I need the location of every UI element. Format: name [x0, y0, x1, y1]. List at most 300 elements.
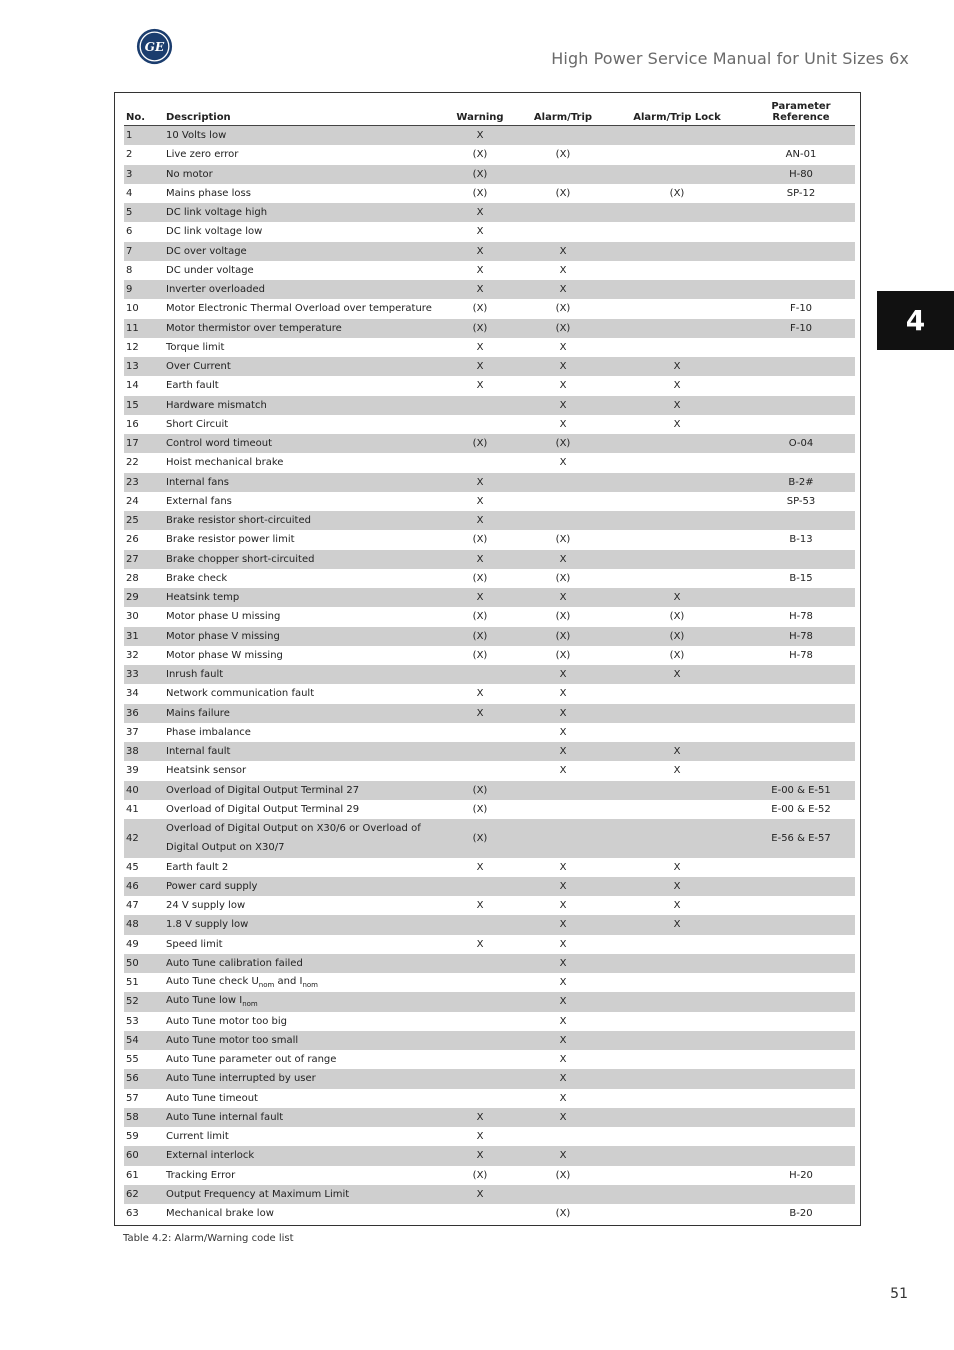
cell-warning	[441, 973, 519, 992]
cell-alarm-trip-lock: (X)	[669, 187, 685, 199]
cell-parameter-reference	[747, 935, 855, 954]
cell-no: 8	[126, 264, 133, 276]
cell-alarm-trip-lock	[607, 550, 747, 569]
cell-alarm-trip-lock	[607, 704, 747, 723]
cell-no: 38	[124, 742, 166, 761]
ge-logo	[136, 28, 173, 65]
cell-parameter-reference: E-00 & E-51	[747, 781, 855, 800]
cell-alarm-trip-lock	[607, 569, 747, 588]
cell-alarm-trip-lock	[607, 1108, 747, 1127]
cell-parameter-reference	[747, 453, 855, 472]
cell-description: Motor thermistor over temperature	[166, 319, 441, 338]
cell-no: 31	[124, 627, 166, 646]
cell-no: 3	[124, 165, 166, 184]
cell-alarm-trip-lock	[607, 781, 747, 800]
cell-alarm-trip: X	[559, 1015, 567, 1027]
cell-alarm-trip: X	[559, 765, 567, 777]
cell-warning: X	[476, 938, 484, 950]
cell-description: Control word timeout	[166, 434, 441, 453]
cell-alarm-trip: (X)	[555, 303, 571, 315]
cell-alarm-trip	[519, 126, 607, 146]
cell-warning	[441, 1031, 519, 1050]
cell-warning	[441, 1089, 519, 1108]
cell-warning: X	[476, 1131, 484, 1143]
cell-parameter-reference	[747, 280, 855, 299]
cell-no: 28	[126, 572, 139, 584]
table-row	[124, 242, 855, 261]
cell-no: 26	[126, 534, 139, 546]
cell-alarm-trip: (X)	[555, 611, 571, 623]
cell-alarm-trip: (X)	[555, 1208, 571, 1220]
cell-description: Hoist mechanical brake	[166, 457, 284, 469]
table-row	[124, 627, 855, 646]
cell-alarm-trip	[519, 781, 607, 800]
cell-warning: (X)	[472, 149, 488, 161]
table-row	[124, 530, 855, 549]
cell-alarm-trip: X	[559, 264, 567, 276]
cell-alarm-trip-lock	[607, 299, 747, 318]
cell-warning	[441, 1069, 519, 1088]
cell-description: Over Current	[166, 357, 441, 376]
cell-description: Phase imbalance	[166, 726, 251, 738]
cell-description: DC over voltage	[166, 242, 441, 261]
cell-parameter-reference	[747, 723, 855, 742]
table-row	[124, 684, 855, 703]
cell-warning	[441, 954, 519, 973]
cell-warning	[441, 415, 519, 434]
cell-description: Auto Tune motor too big	[166, 1015, 287, 1027]
cell-alarm-trip-lock	[607, 1146, 747, 1165]
cell-description: Auto Tune check $U_{nom}$ and $I_{nom}$	[166, 976, 318, 990]
cell-no: 4	[126, 187, 133, 199]
table-row	[124, 954, 855, 973]
cell-parameter-reference	[747, 1089, 855, 1108]
cell-alarm-trip	[519, 203, 607, 222]
cell-no: 11	[124, 319, 166, 338]
cell-alarm-trip-lock: X	[673, 861, 681, 873]
column-header-parameter-reference: Parameter Reference	[747, 101, 855, 126]
cell-warning: X	[441, 550, 519, 569]
cell-parameter-reference	[747, 742, 855, 761]
cell-parameter-reference	[747, 588, 855, 607]
cell-no: 2	[126, 149, 133, 161]
cell-description: DC under voltage	[166, 264, 254, 276]
cell-warning: (X)	[441, 627, 519, 646]
cell-description: Output Frequency at Maximum Limit	[166, 1185, 441, 1204]
cell-no: 25	[124, 511, 166, 530]
cell-no: 13	[124, 357, 166, 376]
cell-alarm-trip-lock	[607, 1089, 747, 1108]
cell-no: 1	[124, 126, 166, 146]
cell-alarm-trip-lock	[607, 434, 747, 453]
table-row	[124, 415, 855, 434]
cell-description: 10 Volts low	[166, 126, 441, 146]
cell-warning	[441, 992, 519, 1011]
table-row	[124, 261, 855, 280]
cell-description: Motor phase V missing	[166, 627, 441, 646]
cell-alarm-trip	[519, 800, 607, 819]
cell-alarm-trip-lock	[607, 1204, 747, 1223]
cell-parameter-reference: SP-53	[786, 495, 816, 507]
cell-alarm-trip	[519, 222, 607, 241]
cell-no: 60	[124, 1146, 166, 1165]
cell-alarm-trip-lock	[607, 203, 747, 222]
cell-alarm-trip-lock	[607, 1127, 747, 1146]
cell-no: 56	[124, 1069, 166, 1088]
cell-no: 14	[126, 380, 139, 392]
cell-description: Mechanical brake low	[166, 1208, 274, 1220]
cell-description: Internal fault	[166, 742, 441, 761]
alarm-warning-table	[124, 101, 855, 1223]
cell-warning: X	[441, 473, 519, 492]
cell-alarm-trip-lock	[607, 684, 747, 703]
cell-parameter-reference	[747, 684, 855, 703]
cell-warning: X	[441, 1108, 519, 1127]
cell-alarm-trip-lock	[607, 511, 747, 530]
cell-description: Short Circuit	[166, 418, 229, 430]
cell-warning: (X)	[472, 803, 488, 815]
cell-warning: X	[441, 357, 519, 376]
cell-parameter-reference: AN-01	[785, 149, 817, 161]
table-row	[124, 588, 855, 607]
cell-no: 24	[126, 495, 139, 507]
table-row	[124, 896, 855, 915]
cell-alarm-trip: X	[559, 418, 567, 430]
cell-description: Mains failure	[166, 704, 441, 723]
cell-alarm-trip	[519, 1127, 607, 1146]
cell-no: 58	[124, 1108, 166, 1127]
cell-alarm-trip-lock: X	[673, 765, 681, 777]
cell-description: Auto Tune low $I_{nom}$	[166, 992, 441, 1011]
cell-alarm-trip-lock	[607, 1050, 747, 1069]
table-row	[124, 357, 855, 376]
cell-alarm-trip-lock	[607, 935, 747, 954]
cell-alarm-trip: X	[519, 665, 607, 684]
cell-alarm-trip: (X)	[555, 187, 571, 199]
cell-alarm-trip: X	[519, 954, 607, 973]
table-row	[124, 877, 855, 896]
table-row	[124, 1108, 855, 1127]
cell-alarm-trip-lock: (X)	[607, 627, 747, 646]
cell-description: Overload of Digital Output on X30/6 or Overload of Digital Output on X30/7	[166, 819, 441, 858]
cell-alarm-trip: (X)	[555, 649, 571, 661]
table-row	[124, 973, 855, 992]
cell-parameter-reference	[747, 665, 855, 684]
cell-alarm-trip-lock	[607, 530, 747, 549]
cell-warning: (X)	[472, 534, 488, 546]
cell-alarm-trip: (X)	[555, 149, 571, 161]
cell-parameter-reference	[747, 704, 855, 723]
cell-parameter-reference	[747, 222, 855, 241]
cell-warning: X	[441, 1146, 519, 1165]
cell-description: Brake resistor short-circuited	[166, 511, 441, 530]
cell-warning	[441, 665, 519, 684]
cell-alarm-trip: (X)	[519, 627, 607, 646]
cell-alarm-trip: X	[519, 742, 607, 761]
cell-no: 49	[126, 938, 139, 950]
cell-warning: (X)	[472, 187, 488, 199]
cell-alarm-trip: X	[559, 900, 567, 912]
cell-alarm-trip	[519, 473, 607, 492]
cell-parameter-reference	[747, 992, 855, 1011]
cell-parameter-reference: B-2#	[747, 473, 855, 492]
cell-no: 45	[126, 861, 139, 873]
cell-alarm-trip-lock: (X)	[669, 649, 685, 661]
cell-parameter-reference: O-04	[747, 434, 855, 453]
table-row	[124, 550, 855, 569]
cell-alarm-trip-lock: X	[607, 588, 747, 607]
cell-alarm-trip-lock	[607, 492, 747, 511]
cell-alarm-trip: X	[519, 915, 607, 934]
cell-warning	[441, 723, 519, 742]
cell-alarm-trip-lock: X	[607, 742, 747, 761]
cell-parameter-reference: H-80	[747, 165, 855, 184]
table-row	[124, 1166, 855, 1185]
cell-parameter-reference	[747, 1146, 855, 1165]
cell-no: 30	[126, 611, 139, 623]
column-header-description: Description	[166, 101, 441, 126]
table-row	[124, 126, 855, 146]
cell-alarm-trip	[519, 819, 607, 858]
table-row	[124, 935, 855, 954]
cell-parameter-reference: F-10	[747, 319, 855, 338]
cell-description: Earth fault	[166, 380, 219, 392]
cell-warning: X	[441, 1185, 519, 1204]
cell-description: Brake resistor power limit	[166, 534, 295, 546]
cell-warning: X	[476, 226, 484, 238]
cell-no: 22	[126, 457, 139, 469]
cell-alarm-trip-lock	[607, 319, 747, 338]
cell-alarm-trip: X	[519, 1031, 607, 1050]
cell-parameter-reference: H-20	[789, 1169, 813, 1181]
cell-alarm-trip: X	[519, 588, 607, 607]
cell-no: 32	[126, 649, 139, 661]
cell-parameter-reference	[747, 954, 855, 973]
cell-description: Auto Tune timeout	[166, 1092, 258, 1104]
table-row	[124, 453, 855, 472]
table-row	[124, 473, 855, 492]
cell-description: Hardware mismatch	[166, 396, 441, 415]
cell-alarm-trip	[519, 492, 607, 511]
cell-alarm-trip-lock	[607, 1069, 747, 1088]
cell-no: 50	[124, 954, 166, 973]
cell-description: Mains phase loss	[166, 187, 251, 199]
cell-parameter-reference: B-15	[789, 572, 813, 584]
cell-alarm-trip	[519, 165, 607, 184]
cell-warning	[441, 396, 519, 415]
cell-parameter-reference	[747, 1031, 855, 1050]
cell-alarm-trip: X	[519, 704, 607, 723]
cell-no: 36	[124, 704, 166, 723]
cell-parameter-reference: B-13	[789, 534, 813, 546]
cell-alarm-trip-lock	[607, 473, 747, 492]
table-row	[124, 858, 855, 877]
cell-parameter-reference	[747, 550, 855, 569]
table-row	[124, 1069, 855, 1088]
cell-description: Internal fans	[166, 473, 441, 492]
cell-no: 48	[124, 915, 166, 934]
cell-warning	[441, 877, 519, 896]
cell-alarm-trip: X	[519, 992, 607, 1011]
cell-alarm-trip-lock: (X)	[669, 611, 685, 623]
cell-warning: X	[476, 688, 484, 700]
cell-parameter-reference: H-78	[789, 611, 813, 623]
cell-no: 55	[126, 1054, 139, 1066]
table-row	[124, 376, 855, 395]
cell-alarm-trip-lock	[607, 723, 747, 742]
cell-warning: X	[441, 280, 519, 299]
cell-alarm-trip-lock: X	[607, 396, 747, 415]
cell-description: Heatsink sensor	[166, 765, 247, 777]
cell-parameter-reference	[747, 915, 855, 934]
cell-no: 37	[126, 726, 139, 738]
cell-alarm-trip-lock	[607, 261, 747, 280]
cell-alarm-trip: X	[519, 877, 607, 896]
table-row	[124, 1146, 855, 1165]
cell-description: 1.8 V supply low	[166, 915, 441, 934]
cell-warning: X	[441, 511, 519, 530]
table-row	[124, 338, 855, 357]
cell-parameter-reference: B-20	[789, 1208, 813, 1220]
cell-parameter-reference	[747, 1069, 855, 1088]
column-header-alarm-trip-lock: Alarm/Trip Lock	[607, 101, 747, 126]
cell-parameter-reference	[747, 1185, 855, 1204]
cell-parameter-reference	[747, 203, 855, 222]
cell-no: 57	[126, 1092, 139, 1104]
cell-no: 6	[126, 226, 133, 238]
cell-warning: X	[441, 126, 519, 146]
cell-warning: X	[441, 203, 519, 222]
cell-no: 7	[124, 242, 166, 261]
cell-description: Auto Tune motor too small	[166, 1031, 441, 1050]
cell-parameter-reference	[747, 877, 855, 896]
cell-parameter-reference	[747, 396, 855, 415]
cell-no: 40	[124, 781, 166, 800]
cell-warning	[441, 1012, 519, 1031]
cell-no: 10	[126, 303, 139, 315]
cell-description: Auto Tune interrupted by user	[166, 1069, 441, 1088]
cell-parameter-reference	[747, 761, 855, 780]
cell-parameter-reference	[747, 357, 855, 376]
cell-no: 51	[126, 977, 139, 989]
column-header-no: No.	[124, 101, 166, 126]
cell-no: 34	[126, 688, 139, 700]
cell-description: DC link voltage high	[166, 203, 441, 222]
chapter-tab: 4	[877, 291, 954, 350]
cell-warning: X	[476, 900, 484, 912]
table-row	[124, 723, 855, 742]
cell-warning: X	[441, 588, 519, 607]
cell-warning: (X)	[441, 781, 519, 800]
cell-alarm-trip: X	[559, 688, 567, 700]
cell-alarm-trip-lock: X	[607, 665, 747, 684]
table-row	[124, 1127, 855, 1146]
cell-parameter-reference	[747, 376, 855, 395]
cell-alarm-trip: X	[559, 457, 567, 469]
cell-warning	[441, 453, 519, 472]
cell-warning: (X)	[472, 303, 488, 315]
cell-warning: X	[476, 861, 484, 873]
cell-no: 62	[124, 1185, 166, 1204]
cell-alarm-trip: (X)	[519, 319, 607, 338]
cell-parameter-reference	[747, 1050, 855, 1069]
cell-description: DC link voltage low	[166, 226, 263, 238]
cell-alarm-trip: X	[519, 1146, 607, 1165]
table-caption: Table 4.2: Alarm/Warning code list	[123, 1233, 294, 1244]
cell-alarm-trip-lock	[607, 800, 747, 819]
cell-warning: X	[476, 341, 484, 353]
cell-description: 24 V supply low	[166, 900, 246, 912]
cell-alarm-trip: X	[559, 938, 567, 950]
cell-warning: (X)	[441, 165, 519, 184]
table-row	[124, 915, 855, 934]
cell-alarm-trip: X	[559, 380, 567, 392]
cell-description: Motor phase U missing	[166, 611, 281, 623]
cell-no: 9	[124, 280, 166, 299]
cell-warning: X	[476, 380, 484, 392]
cell-parameter-reference	[747, 511, 855, 530]
cell-alarm-trip: (X)	[555, 1169, 571, 1181]
cell-no: 41	[126, 803, 139, 815]
table-row	[124, 761, 855, 780]
table-row	[124, 203, 855, 222]
cell-parameter-reference: H-78	[789, 649, 813, 661]
cell-alarm-trip: X	[559, 341, 567, 353]
cell-alarm-trip: X	[559, 977, 567, 989]
cell-warning	[441, 1050, 519, 1069]
table-row	[124, 569, 855, 588]
cell-description: Auto Tune calibration failed	[166, 954, 441, 973]
cell-description: Earth fault 2	[166, 861, 229, 873]
cell-alarm-trip: X	[559, 861, 567, 873]
table-row	[124, 665, 855, 684]
cell-no: 47	[126, 900, 139, 912]
cell-parameter-reference	[747, 1012, 855, 1031]
cell-alarm-trip-lock	[607, 222, 747, 241]
cell-description: Motor Electronic Thermal Overload over temperature	[166, 303, 432, 315]
cell-no: 33	[124, 665, 166, 684]
cell-description: Current limit	[166, 1131, 229, 1143]
cell-no: 46	[124, 877, 166, 896]
cell-no: 27	[124, 550, 166, 569]
cell-alarm-trip-lock	[607, 338, 747, 357]
cell-alarm-trip-lock: X	[607, 877, 747, 896]
cell-alarm-trip: X	[559, 1054, 567, 1066]
cell-warning	[441, 761, 519, 780]
cell-alarm-trip: (X)	[555, 572, 571, 584]
page-number: 51	[890, 1286, 908, 1302]
cell-no: 17	[124, 434, 166, 453]
cell-no: 42	[124, 819, 166, 858]
column-header-warning: Warning	[441, 101, 519, 126]
table-row	[124, 1185, 855, 1204]
table-row	[124, 1050, 855, 1069]
cell-alarm-trip: X	[519, 1108, 607, 1127]
cell-description: Auto Tune parameter out of range	[166, 1054, 337, 1066]
cell-description: Motor phase W missing	[166, 649, 283, 661]
table-header-row	[124, 101, 855, 126]
cell-alarm-trip-lock	[607, 165, 747, 184]
cell-alarm-trip-lock	[607, 280, 747, 299]
cell-no: 23	[124, 473, 166, 492]
table-row	[124, 1204, 855, 1223]
table-row	[124, 1031, 855, 1050]
cell-description: Inverter overloaded	[166, 280, 441, 299]
cell-alarm-trip: X	[519, 1069, 607, 1088]
table-row	[124, 704, 855, 723]
table-row	[124, 607, 855, 626]
cell-description: Overload of Digital Output Terminal 27	[166, 781, 441, 800]
